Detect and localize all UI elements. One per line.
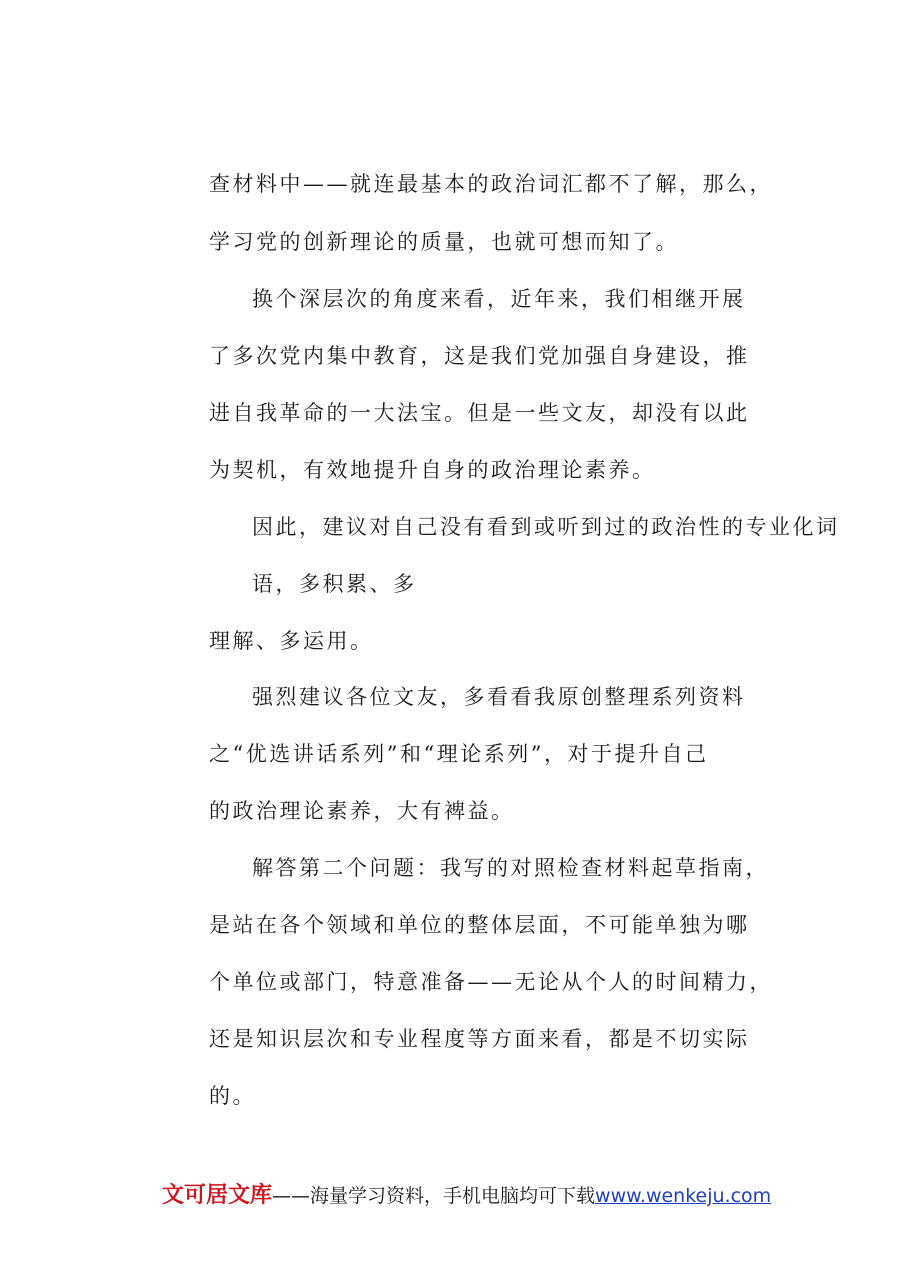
body-text-line: 为契机，有效地提升自身的政治理论素养。 — [209, 458, 656, 482]
body-text-line: 的。 — [209, 1084, 256, 1108]
footer-brand: 文可居文库 — [162, 1183, 273, 1208]
body-text-line: 之“优选讲话系列”和“理论系列”，对于提升自己 — [209, 742, 709, 766]
page-footer — [162, 1182, 771, 1211]
body-text-line: 了多次党内集中教育，这是我们党加强自身建设，推 — [209, 344, 750, 368]
body-text-line: 语，多积累、多 — [252, 572, 417, 596]
footer-slogan: ——海量学习资料，手机电脑均可下载 — [272, 1185, 596, 1207]
body-text-line: 理解、多运用。 — [209, 629, 374, 653]
body-text-line: 还是知识层次和专业程度等方面来看，都是不切实际 — [209, 1027, 750, 1051]
footer-website-link[interactable]: www.wenkeju.com — [595, 1185, 772, 1207]
body-text-line: 查材料中——就连最基本的政治词汇都不了解，那么， — [209, 172, 773, 196]
body-text-line: 的政治理论素养，大有裨益。 — [209, 799, 515, 823]
body-text-line: 进自我革命的一大法宝。但是一些文友，却没有以此 — [209, 401, 750, 425]
body-text-line: 解答第二个问题：我写的对照检查材料起草指南， — [252, 856, 769, 880]
body-text-line: 学习党的创新理论的质量，也就可想而知了。 — [209, 230, 679, 254]
body-text-line: 是站在各个领域和单位的整体层面，不可能单独为哪 — [209, 913, 750, 937]
body-text-line: 强烈建议各位文友，多看看我原创整理系列资料 — [252, 685, 746, 709]
body-text-line: 因此，建议对自己没有看到或听到过的政治性的专业化词 — [252, 515, 840, 539]
body-text-line: 个单位或部门，特意准备——无论从个人的时间精力， — [209, 970, 773, 994]
body-text-line: 换个深层次的角度来看，近年来，我们相继开展 — [252, 287, 746, 311]
